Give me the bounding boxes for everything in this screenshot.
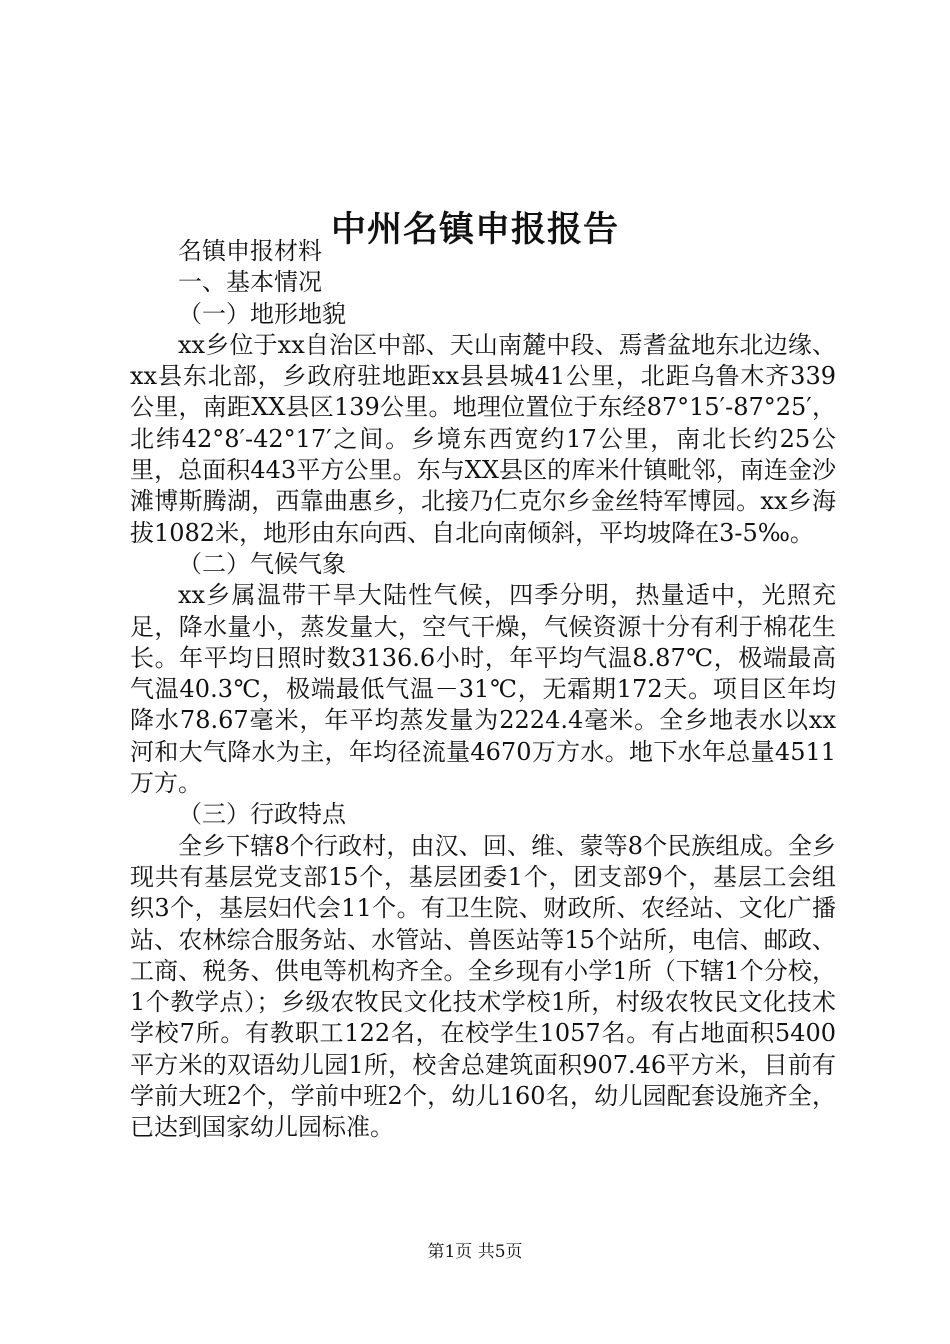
paragraph-terrain: xx乡位于xx自治区中部、天山南麓中段、焉耆盆地东北边缘、xx县东北部，乡政府驻地距xx县县城41公里，北距乌鲁木齐339公里，南距XX县区139公里。地理位置位于东经87°15′-87°25′，北纬42°8′-42°17′之间。乡境东西宽约17公里，南北长约25公里，总面积443平方公里。东与XX县区的库米什镇毗邻，南连金沙滩博斯腾湖，西靠曲惠乡，北接乃仁克尔乡金丝特军博园。xx乡海拔1082米，地形由东向西、自北向南倾斜，平均坡降在3-5‰。 bbox=[130, 330, 836, 547]
subsection-heading-administration: （三）行政特点 bbox=[178, 800, 346, 829]
page-footer: 第1页 共5页 bbox=[427, 1242, 523, 1262]
section-heading-basic-info: 一、基本情况 bbox=[178, 268, 322, 297]
paragraph-climate: xx乡属温带干旱大陆性气候，四季分明，热量适中，光照充足，降水量小，蒸发量大，空气干燥，气候资源十分有利于棉花生长。年平均日照时数3136.6小时，年平均气温8.87℃，极端最高气温40.3℃，极端最低气温－31℃，无霜期172天。项目区年均降水78.67毫米，年平均蒸发量为2224.4毫米。全乡地表水以xx河和大气降水为主，年均径流量4670万方水。地下水年总量4511万方。 bbox=[130, 581, 836, 798]
material-heading: 名镇申报材料 bbox=[178, 237, 322, 265]
subsection-heading-climate: （二）气候气象 bbox=[178, 549, 346, 578]
paragraph-administration: 全乡下辖8个行政村，由汉、回、维、蒙等8个民族组成。全乡现共有基层党支部15个，基层团委1个，团支部9个，基层工会组织3个，基层妇代会11个。有卫生院、财政所、农经站、文化广播站、农林综合服务站、水管站、兽医站等15个站所，电信、邮政、工商、税务、供电等机构齐全。全乡现有小学1所（下辖1个分校，1个教学点）；乡级农牧民文化技术学校1所，村级农牧民文化技术学校7所。有教职工122名，在校学生1057名。有占地面积5400平方米的双语幼儿园1所，校舍总建筑面积907.46平方米，目前有学前大班2个，学前中班2个，幼儿160名，幼儿园配套设施齐全，已达到国家幼儿园标准。 bbox=[130, 831, 836, 1142]
document-body bbox=[130, 236, 836, 1144]
subsection-heading-terrain: （一）地形地貌 bbox=[178, 299, 346, 328]
document-title: 中州名镇申报报告 bbox=[330, 209, 619, 251]
